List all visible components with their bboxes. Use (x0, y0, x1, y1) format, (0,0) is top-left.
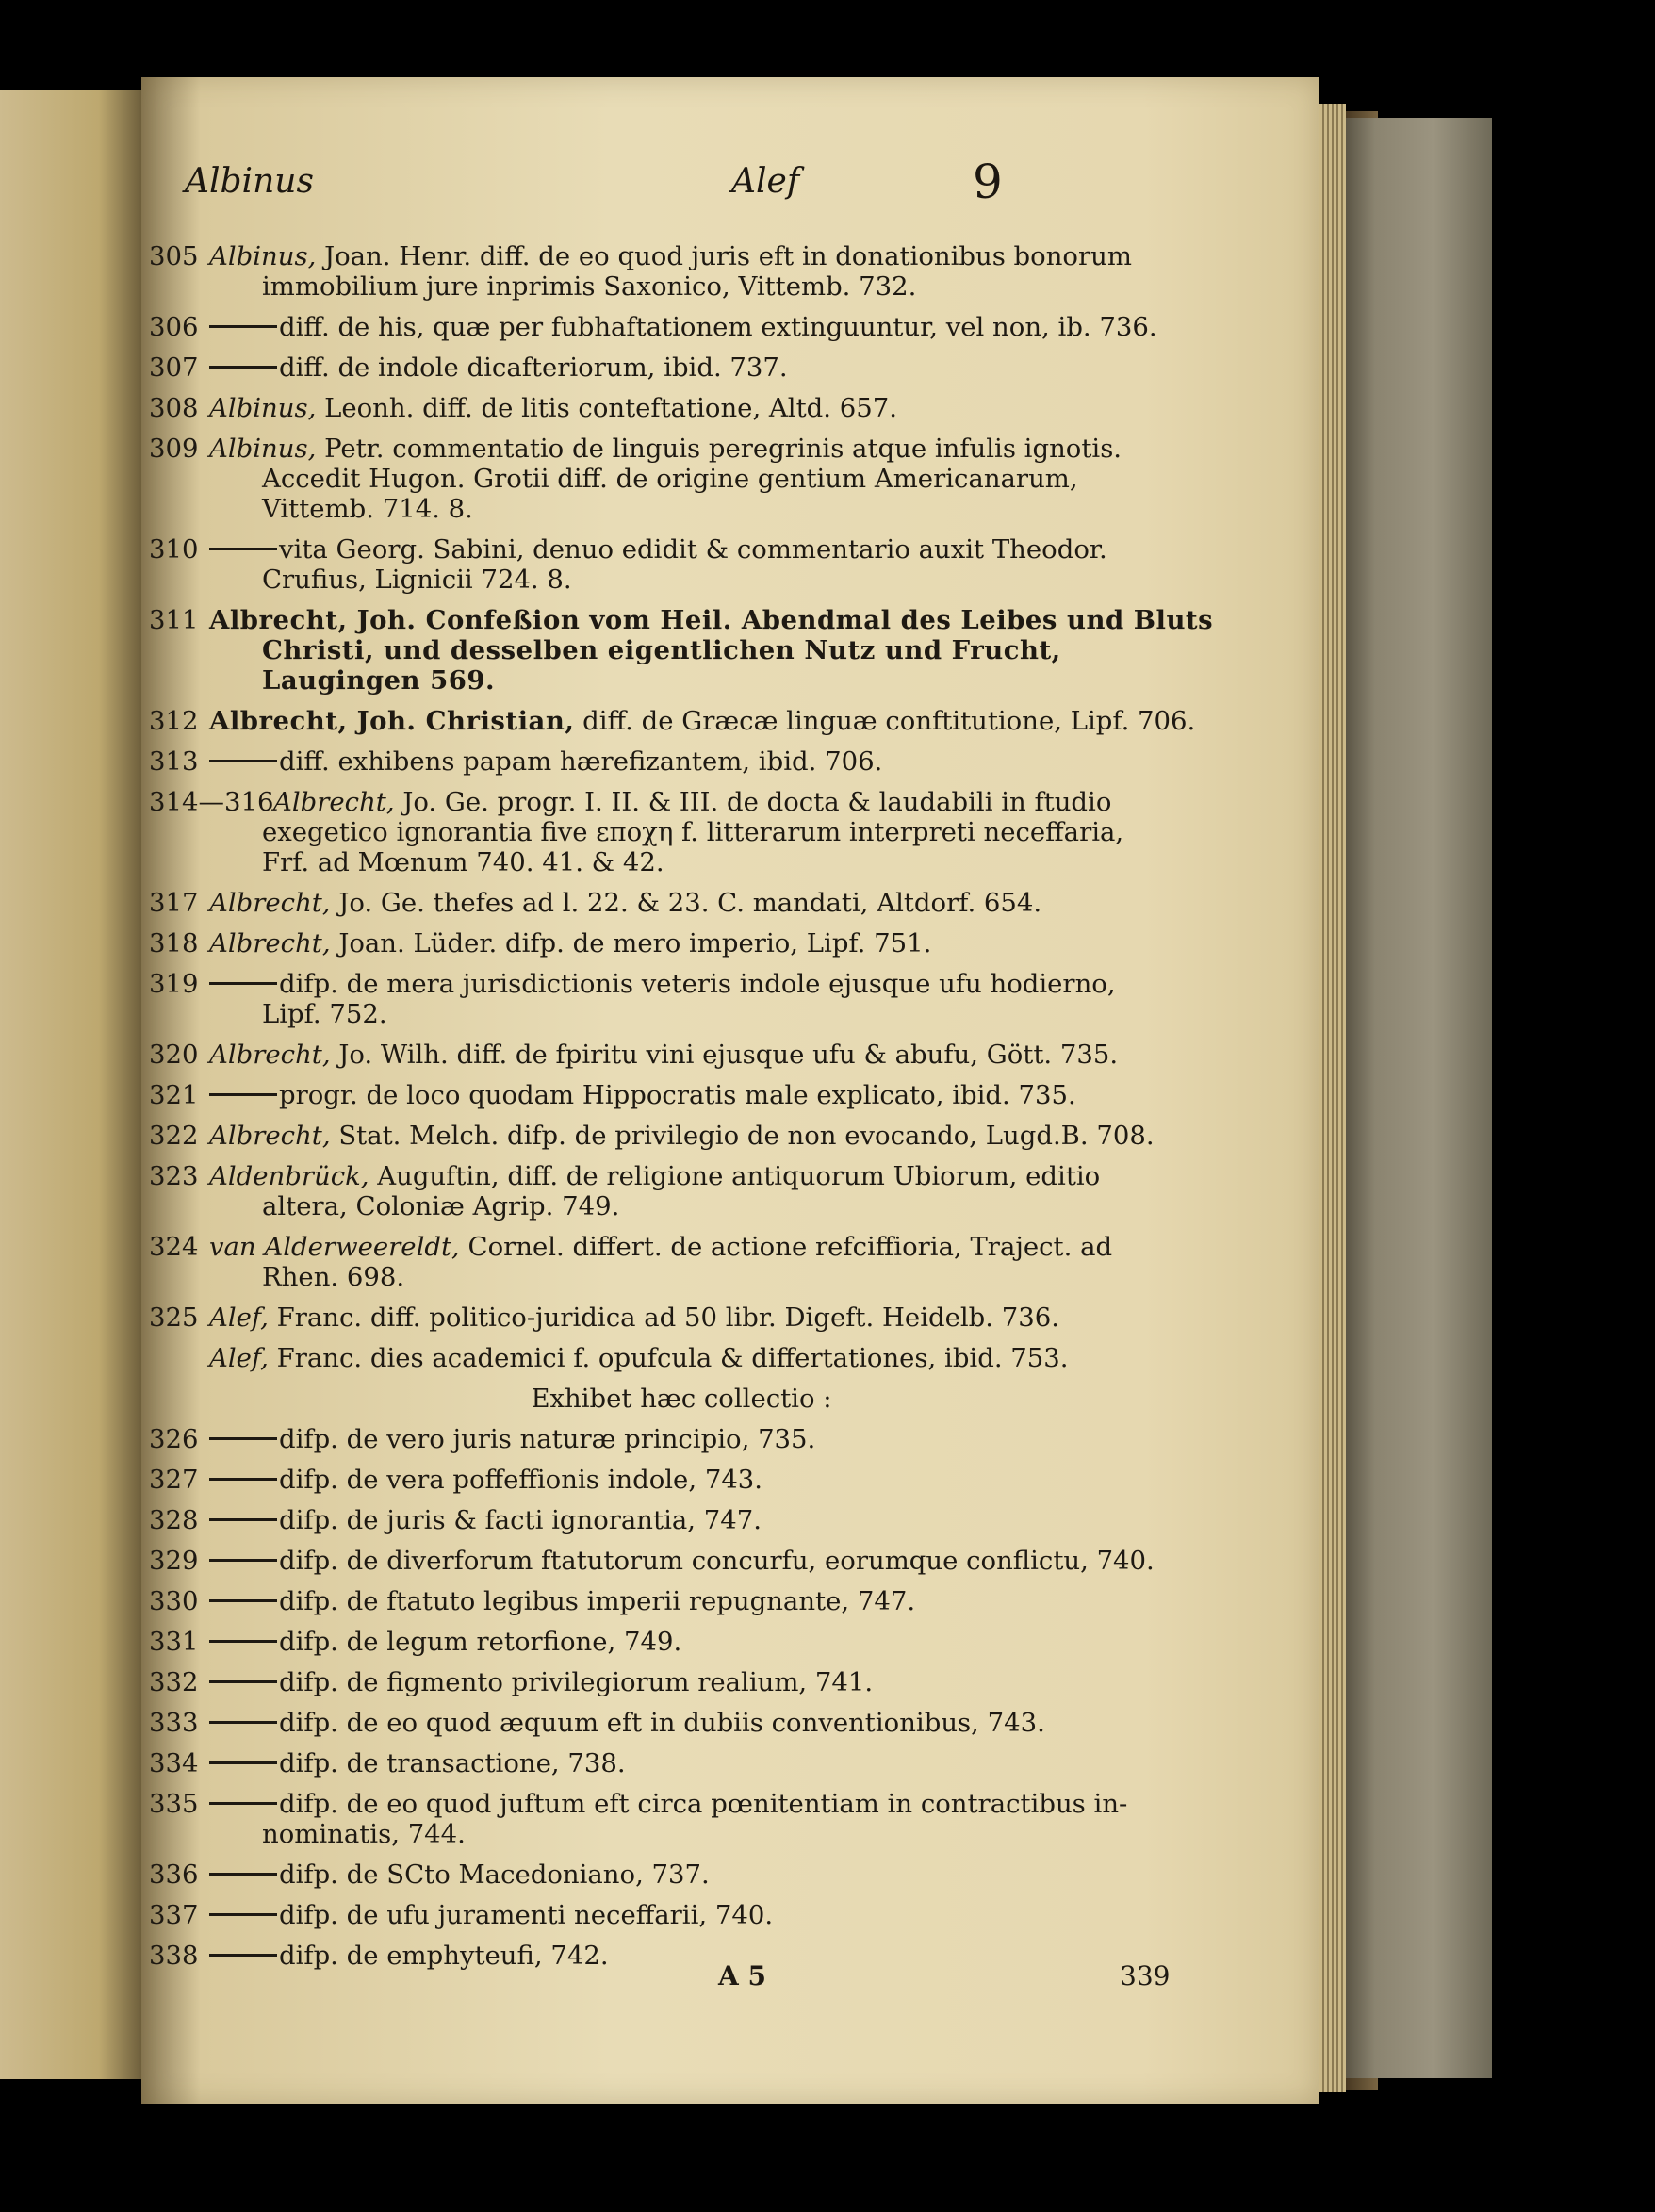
entry-line (149, 1546, 1176, 1576)
entry-line (149, 1121, 1176, 1151)
entry-number: 338 (149, 1941, 199, 1971)
entry-number: 328 (149, 1505, 199, 1535)
entry-line (149, 746, 1176, 777)
entry-continuation: nominatis, 744. (262, 1819, 466, 1849)
entry-number: 313 (149, 746, 199, 777)
entry-line (149, 1232, 1176, 1262)
list-item (149, 1343, 1176, 1373)
list-item (149, 787, 1176, 877)
entry-number: 306 (149, 312, 199, 342)
list-item (149, 888, 1176, 918)
entry-text: Jo. Ge. thefes ad l. 22. & 23. C. mandati, Altdorf. 654. (330, 888, 1042, 918)
list-item (149, 605, 1214, 696)
entry-text: difp. de eo quod juftum eft circa pœnitentiam in contractibus in- (279, 1789, 1128, 1819)
entry-text: vita Georg. Sabini, denuo edidit & commentario auxit Theodor. (279, 534, 1107, 565)
author-name: Albinus, (209, 241, 317, 271)
list-item (149, 1900, 1176, 1930)
list-item (149, 1627, 1176, 1657)
entry-text: Jo. Wilh. diff. de fpiritu vini ejusque ufu & abufu, Gött. 735. (330, 1040, 1119, 1070)
entry-line (149, 787, 1176, 817)
entry-number: 326 (149, 1424, 199, 1454)
entry-line (149, 706, 1196, 736)
list-item (149, 1789, 1176, 1849)
entry-number: 333 (149, 1708, 199, 1738)
ditto-dash (209, 760, 277, 762)
list-item (149, 706, 1196, 736)
entry-continuation: immobilium jure inprimis Saxonico, Vittemb. 732. (262, 271, 917, 302)
catchword: 339 (1120, 1960, 1171, 1991)
entry-number: 325 (149, 1303, 199, 1333)
entry-line (149, 352, 1176, 383)
entry-text: difp. de ufu juramenti neceffarii, 740. (279, 1900, 774, 1930)
ditto-dash (209, 366, 277, 369)
author-name: Albinus, (209, 393, 317, 423)
entry-line (149, 888, 1176, 918)
list-item (149, 1080, 1176, 1110)
entry-text: difp. de vero juris naturæ principio, 735. (279, 1424, 816, 1454)
list-item (149, 393, 1176, 423)
entry-number: 307 (149, 352, 199, 383)
list-item (149, 1040, 1176, 1070)
entry-text: diff. exhibens papam hærefizantem, ibid. 706. (279, 746, 883, 777)
entry-line (149, 1667, 1176, 1697)
entry-line (149, 1303, 1176, 1333)
list-item (149, 241, 1176, 302)
entry-continuation: Lipf. 752. (262, 999, 387, 1029)
ditto-dash (209, 1437, 277, 1440)
entry-number: 334 (149, 1748, 199, 1778)
entry-line (149, 434, 1176, 464)
author-name: Albrecht, (209, 1121, 331, 1151)
list-item (149, 928, 1176, 959)
entry-text: Leonh. diff. de litis conteftatione, Altd. 657. (316, 393, 897, 423)
entry-line (149, 1860, 1176, 1890)
ditto-dash (209, 1680, 277, 1683)
entry-number: 309 (149, 434, 199, 464)
entry-number: 318 (149, 928, 199, 959)
author-name: Albrecht, (273, 787, 395, 817)
entry-number: 331 (149, 1627, 199, 1657)
fraktur-text: Albrecht, Joh. Confeßion vom Heil. Abendmal des Leibes und Bluts (209, 605, 1214, 635)
author-name: Alef, (209, 1343, 269, 1373)
list-item (149, 434, 1176, 524)
list-item (149, 352, 1176, 383)
entry-text: difp. de eo quod æquum eft in dubiis conventionibus, 743. (279, 1708, 1045, 1738)
entry-line (149, 1080, 1176, 1110)
entry-number: 324 (149, 1232, 199, 1262)
header-center-word: Alef (731, 162, 800, 201)
entry-text: Stat. Melch. difp. de privilegio de non evocando, Lugd.B. 708. (330, 1121, 1155, 1151)
entry-number: 321 (149, 1080, 199, 1110)
list-item (149, 746, 1176, 777)
list-item (149, 1465, 1176, 1495)
entry-text: difp. de figmento privilegiorum realium, 741. (279, 1667, 874, 1697)
entry-line (149, 393, 1176, 423)
author-name: Alderweereldt, (264, 1232, 460, 1262)
entry-continuation: altera, Coloniæ Agrip. 749. (262, 1191, 620, 1221)
entry-number: 319 (149, 969, 199, 999)
entry-text: Joan. Lüder. difp. de mero imperio, Lipf. 751. (330, 928, 932, 959)
entry-continuation: Crufius, Lignicii 724. 8. (262, 565, 572, 595)
list-item (149, 1161, 1176, 1221)
entry-text: difp. de ftatuto legibus imperii repugnante, 747. (279, 1586, 916, 1616)
ditto-dash (209, 1954, 277, 1957)
entry-line (149, 969, 1176, 999)
entry-line (149, 1465, 1176, 1495)
author-name: Albinus, (209, 434, 317, 464)
list-item (149, 1708, 1176, 1738)
entry-text: difp. de transactione, 738. (279, 1748, 626, 1778)
entry-number: 310 (149, 534, 199, 565)
entry-text: difp. de legum retorfione, 749. (279, 1627, 682, 1657)
entry-line (149, 1900, 1176, 1930)
entry-number: 317 (149, 888, 199, 918)
entry-text: difp. de SCto Macedoniano, 737. (279, 1860, 710, 1890)
list-item (149, 1424, 1176, 1454)
ditto-dash (209, 982, 277, 985)
entry-line (149, 1040, 1176, 1070)
ditto-dash (209, 1913, 277, 1916)
ditto-dash (209, 1478, 277, 1481)
author-name: Albrecht, (209, 888, 331, 918)
entry-text: diff. de indole dicafteriorum, ibid. 737. (279, 352, 788, 383)
list-item (149, 1505, 1176, 1535)
entry-line (149, 1586, 1176, 1616)
entry-number: 337 (149, 1900, 199, 1930)
list-item (149, 1667, 1176, 1697)
ditto-dash (209, 1721, 277, 1724)
entry-text: Auguftin, diff. de religione antiquorum Ubiorum, editio (369, 1161, 1101, 1191)
author-prefix: van (209, 1232, 265, 1262)
entry-continuation: exegetico ignorantia five εποχη f. litterarum interpreti neceffaria, Frf. ad Mœnum 740. 41. & 42. (262, 817, 1124, 877)
entry-line (149, 1708, 1176, 1738)
entry-line (149, 241, 1176, 271)
list-item (149, 1384, 1176, 1414)
signature-mark: A 5 (718, 1960, 766, 1991)
header-left-word: Albinus (185, 162, 314, 201)
list-item (149, 1303, 1176, 1333)
list-item (149, 534, 1176, 595)
entry-line (149, 1505, 1176, 1535)
entry-text: Jo. Ge. progr. I. II. & III. de docta & laudabili in ftudio (394, 787, 1112, 817)
list-item (149, 1860, 1176, 1890)
list-item (149, 969, 1176, 1029)
entry-text: difp. de emphyteufi, 742. (279, 1941, 609, 1971)
entry-line (149, 1424, 1176, 1454)
ditto-dash (209, 1093, 277, 1096)
list-item (149, 1748, 1176, 1778)
entry-line (149, 1748, 1176, 1778)
entry-number: 327 (149, 1465, 199, 1495)
ditto-dash (209, 1640, 277, 1643)
entry-line (149, 1627, 1176, 1657)
ditto-dash (209, 1559, 277, 1562)
entry-text: progr. de loco quodam Hippocratis male explicato, ibid. 735. (279, 1080, 1076, 1110)
entry-line (149, 312, 1176, 342)
entry-text: diff. de his, quæ per fubhaftationem extinguuntur, vel non, ib. 736. (279, 312, 1157, 342)
entry-number: 312 (149, 706, 199, 736)
entry-text: difp. de diverforum ftatutorum concurfu, eorumque conflictu, 740. (279, 1546, 1155, 1576)
entry-text: Cornel. differt. de actione refciffioria, Traject. ad (459, 1232, 1113, 1262)
entry-number: 323 (149, 1161, 199, 1191)
ditto-dash (209, 548, 277, 550)
ditto-dash (209, 1761, 277, 1764)
author-name: Alef, (209, 1303, 269, 1333)
entry-line (149, 534, 1176, 565)
list-item (149, 1546, 1176, 1576)
list-item (149, 1232, 1176, 1292)
entry-number: 314—316 (149, 787, 274, 817)
entry-continuation: Accedit Hugon. Grotii diff. de origine gentium Americanarum, Vittemb. 714. 8. (262, 464, 1078, 524)
entry-number: 330 (149, 1586, 199, 1616)
entry-line (149, 1161, 1176, 1191)
list-item (149, 312, 1176, 342)
entry-number: 305 (149, 241, 199, 271)
entry-number: 320 (149, 1040, 199, 1070)
ditto-dash (209, 1599, 277, 1602)
author-name: Aldenbrück, (209, 1161, 369, 1191)
entry-continuation: Christi, und desselben eigentlichen Nutz und Frucht, Laugingen 569. (262, 635, 1061, 696)
entry-line (149, 1789, 1176, 1819)
ditto-dash (209, 325, 277, 328)
entry-number: 335 (149, 1789, 199, 1819)
entry-line (149, 928, 1176, 959)
collection-note: Exhibet hæc collectio : (531, 1384, 832, 1414)
list-item (149, 1586, 1176, 1616)
entry-text: Franc. diff. politico-juridica ad 50 libr. Digeft. Heidelb. 736. (268, 1303, 1059, 1333)
author-name: Albrecht, (209, 928, 331, 959)
entry-number: 311 (149, 605, 199, 635)
entry-number: 336 (149, 1860, 199, 1890)
entry-line (149, 1343, 1176, 1373)
entry-number: 332 (149, 1667, 199, 1697)
fraktur-text: Albrecht, Joh. Christian, (209, 706, 575, 736)
entry-list (149, 241, 1214, 1981)
entry-text: diff. de Græcæ linguæ conftitutione, Lipf. 706. (574, 706, 1196, 736)
entry-number: 329 (149, 1546, 199, 1576)
list-item (149, 1121, 1176, 1151)
entry-text: Franc. dies academici f. opufcula & differtationes, ibid. 753. (268, 1343, 1069, 1373)
entry-text: difp. de juris & facti ignorantia, 747. (279, 1505, 762, 1535)
page-number: 9 (973, 155, 1003, 209)
ditto-dash (209, 1518, 277, 1521)
ditto-dash (209, 1873, 277, 1876)
page-footer (149, 1960, 1176, 1998)
ditto-dash (209, 1802, 277, 1805)
author-name: Albrecht, (209, 1040, 331, 1070)
entry-number: 322 (149, 1121, 199, 1151)
running-header (0, 155, 1655, 217)
entry-text: Petr. commentatio de linguis peregrinis atque infulis ignotis. (316, 434, 1122, 464)
entry-text: difp. de mera jurisdictionis veteris indole ejusque ufu hodierno, (279, 969, 1116, 999)
entry-continuation: Rhen. 698. (262, 1262, 405, 1292)
entry-line (149, 605, 1214, 635)
entry-number: 308 (149, 393, 199, 423)
entry-text: Joan. Henr. diff. de eo quod juris eft in donationibus bonorum (316, 241, 1132, 271)
entry-text: difp. de vera poffeffionis indole, 743. (279, 1465, 763, 1495)
